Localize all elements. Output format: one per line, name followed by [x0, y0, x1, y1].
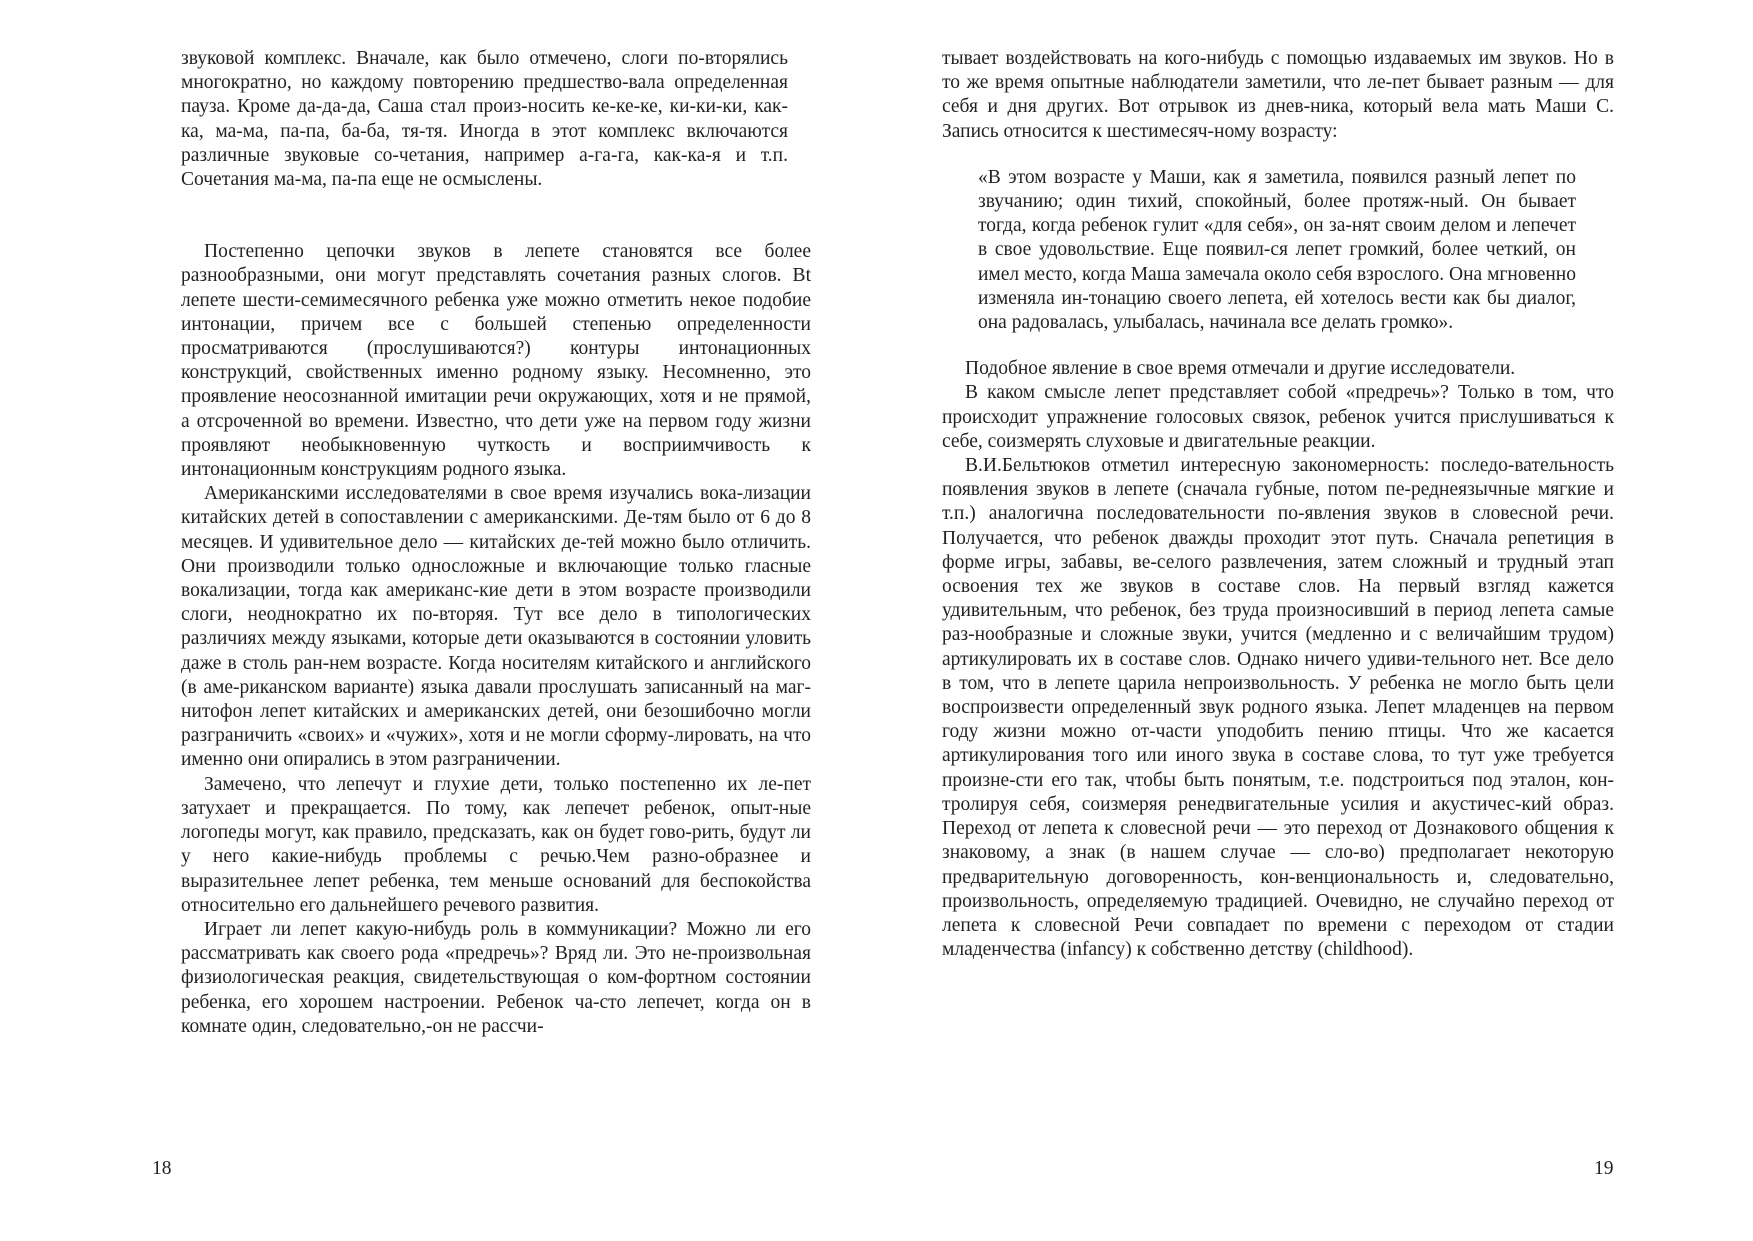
paragraph: звуковой комплекс. Вначале, как было отмечено, слоги по-вторялись многократно, но каждому повторению предшество-вала определенная пауза. Кроме да-да-да, Саша стал произ-носить ке-ке-ке, ки-ки-ки, как-ка, ма-ма, па-па, ба-ба, тя-тя. Иногда в этот комплекс включаются различные звуковые со-четания, например а-га-га, как-ка-я и т.п. Сочетания ма-ма, па-па еще не осмыслены.	[181, 48, 788, 191]
paragraph: В.И.Бельтюков отметил интересную закономерность: последо-вательность появления звуков в лепете (сначала губные, потом пе-реднеязычные мягкие и т.п.) аналогична последовательности по-явления звуков в словесной речи. Получается, что ребенок дважды проходит этот путь. Сначала репетиция в форме игры, забавы, ве-селого развлечения, затем сложный и трудный этап освоения тех же звуков в составе слов. На первый взгляд кажется удивительным, что ребенок, без труда произносивший в период лепета самые раз-нообразные и сложные звуки, учится (медленно и с величайшим трудом) артикулировать их в составе слов. Однако ничего удиви-тельного нет. Все дело в том, что в лепете царила непроизвольность. У ребенка не могло быть цели воспроизвести определенный звук родного языка. Лепет младенцев на первом году жизни можно от-части уподобить пению птицы. Что же касается артикулирования того или иного звука в составе слова, то тут уже требуется произне-сти его так, чтобы быть понятым, т.е. подстроиться под эталон, кон-тролируя себя, соизмеряя ренедвигательные усилия и акустичес-кий образ. Переход от лепета к словесной речи — это переход от Дознакового общения к знаковому, а знак (в нашем случае — сло-во) предполагает некоторую предварительную договоренность, кон-венциональность и, следовательно, произвольность, определяемую традицией. Очевидно, не случайно переход от лепета к словесной Речи совпадает по времени с переходом от стадии младенчества (infancy) к собственно детству (childhood).	[942, 455, 1614, 961]
paragraph: Подобное явление в свое время отмечали и другие исследователи.	[965, 358, 1516, 380]
diary-quote: «В этом возрасте у Маши, как я заметила, появился разный лепет по звучанию; один тихий, спокойный, более протяж-ный. Он бывает тогда, когда ребенок гулит «для себя», он за-нят своим делом и лепечет в свое удовольствие. Еще появил-ся лепет громкий, более четкий, он имел место, когда Маша замечала около себя взрослого. Она мгновенно изменяла ин-тонацию своего лепета, ей хотелось вести как бы диалог, она радовалась, улыбалась, начинала все делать громко».	[978, 166, 1576, 334]
paragraph: Американскими исследователями в свое время изучались вока-лизации китайских детей в сопоставлении с американскими. Де-тям было от 6 до 8 месяцев. И удивительное дело — китайских де-тей можно было отличить. Они производили только односложные и включающие только гласные вокализации, тогда как американс-кие дети в этом возрасте производили слоги, неоднократно их по-вторяя. Тут все дело в типологических различиях между языками, которые дети оказываются в состоянии уловить даже в столь ран-нем возрасте. Когда носителям китайского и английского (в аме-риканском варианте) языка давали прослушать записанный на маг-нитофон лепет китайских и американских детей, они безошибочно могли разграничить «своих» и «чужих», хотя и не могли сформу-лировать, на что именно они опирались в этом разграничении.	[181, 483, 811, 771]
right-page	[876, 0, 1753, 1241]
right-text-column	[942, 47, 1614, 962]
paragraph: тывает воздействовать на кого-нибудь с помощью издаваемых им звуков. Но в то же время опытные наблюдатели заметили, что ле-пет бывает разным — для себя и дня других. Вот отрывок из днев-ника, который вела мать Маши С. Запись относится к шестимесяч-ному возрасту:	[942, 48, 1614, 142]
paragraph: В каком смысле лепет представляет собой «предречь»? Только в том, что происходит упражнение голосовых связок, ребенок учится прислушиваться к себе, соизмерять слуховые и двигательные реакции.	[942, 382, 1614, 452]
paragraph: Постепенно цепочки звуков в лепете становятся все более разнообразными, они могут представлять сочетания разных слогов. Вt лепете шести-семимесячного ребенка уже можно отметить некое подобие интонации, причем все с большей степенью определенности просматриваются (прослушиваются?) контуры интонационных конструкций, свойственных именно родному языку. Несомненно, это проявление неосознанной имитации речи окружающих, хотя и не прямой, а отсроченной во времени. Известно, что дети уже на первом году жизни проявляют необыкновенную чуткость и восприимчивость к интонационным конструкциям родного языка.	[181, 241, 811, 481]
page-number: 19	[1594, 1158, 1614, 1179]
paragraph: Играет ли лепет какую-нибудь роль в коммуникации? Можно ли его рассматривать как своего рода «предречь»? Вряд ли. Это не-произвольная физиологическая реакция, свидетельствующая о ком-фортном состоянии ребенка, его хорошем настроении. Ребенок ча-сто лепечет, когда он в комнате один, следовательно,-он не рассчи-	[181, 918, 811, 1037]
left-page	[0, 0, 876, 1241]
left-text-column	[181, 47, 811, 1039]
page-number: 18	[152, 1158, 172, 1179]
paragraph: Замечено, что лепечут и глухие дети, только постепенно их ле-пет затухает и прекращается. По тому, как лепечет ребенок, опыт-ные логопеды могут, как правило, предсказать, как он будет гово-рить, будут ли у него какие-нибудь проблемы с речью.Чем разно-образнее и выразительнее лепет ребенка, тем меньше оснований для беспокойства относительно его дальнейшего речевого развития.	[181, 773, 811, 916]
